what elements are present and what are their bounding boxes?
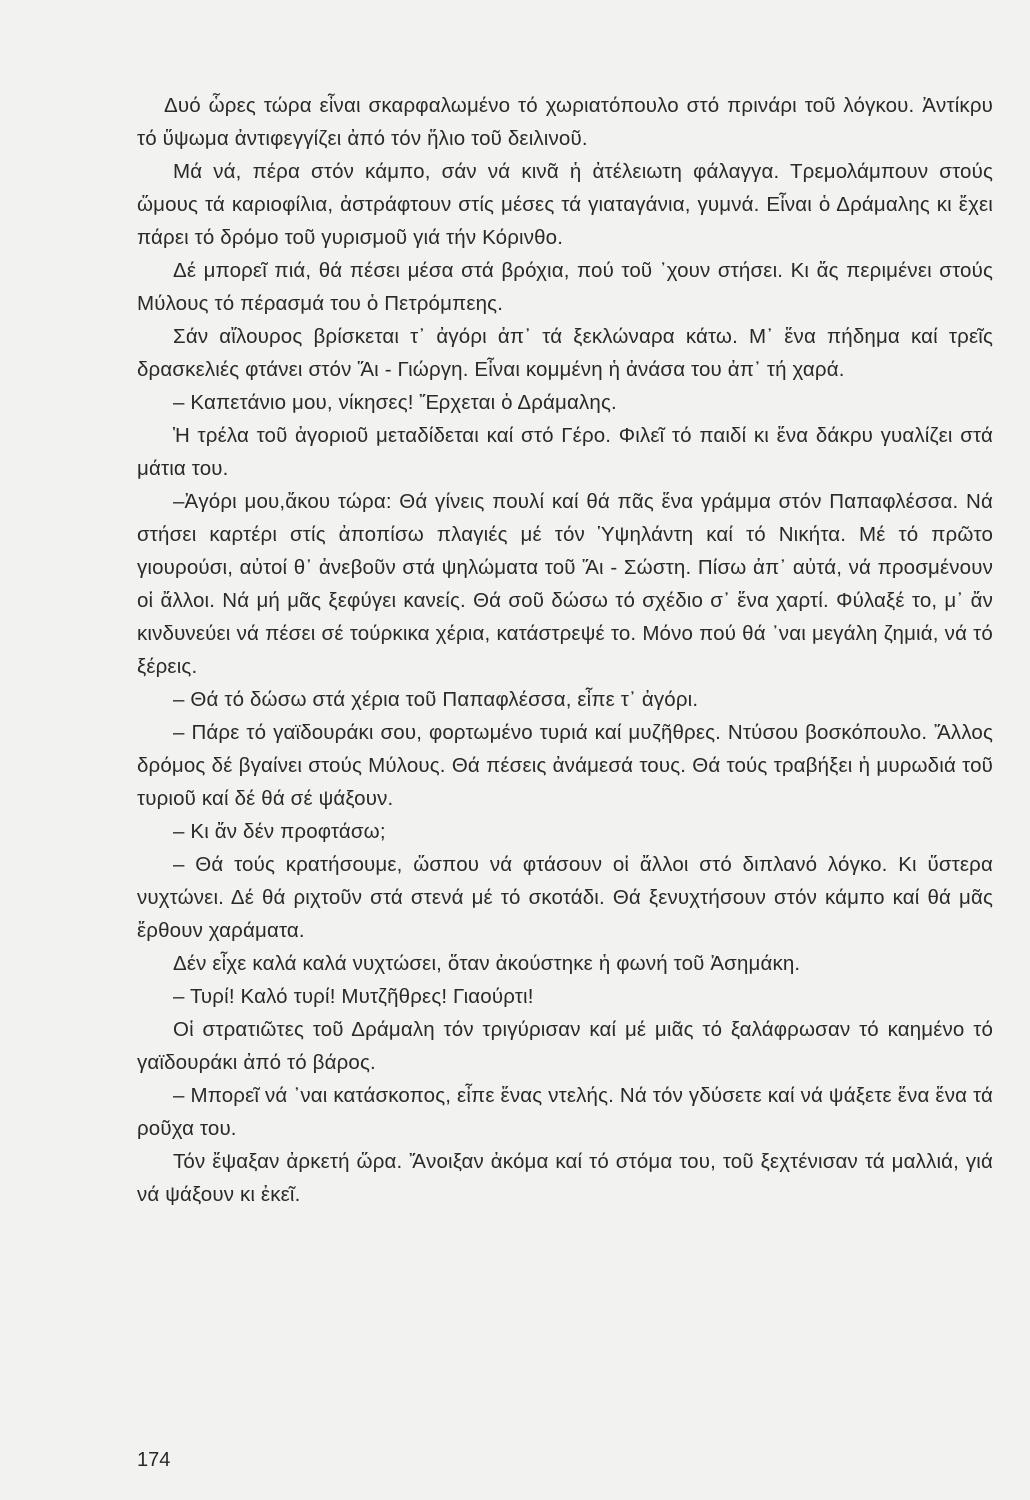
paragraph-7: –Ἀγόρι μου,ἄκου τώρα: Θά γίνεις πουλί καί θά πᾶς ἕνα γράμμα στόν Παπαφλέσσα. Νά στήσει καρτέρι στίς ἀποπίσω πλαγιές μέ τόν Ὑψηλάντη καί τό Νικήτα. Μέ τό πρῶτο γιουρούσι, αὐτοί θ᾽ ἀνεβοῦν στά ψηλώματα τοῦ Ἅι - Σώστη. Πίσω ἀπ᾽ αὐτά, νά προσμένουν οἱ ἄλλοι. Νά μή μᾶς ξεφύγει κανείς. Θά σοῦ δώσω τό σχέδιο σ᾽ ἕνα χαρτί. Φύλαξέ το, μ᾽ ἄν κινδυνεύει νά πέσει σέ τούρκικα χέρια, κατάστρεψέ το. Μόνο πού θά ᾽ναι μεγάλη ζημιά, νά τό ξέρεις.	[137, 490, 993, 678]
paragraph-14: Οἱ στρατιῶτες τοῦ Δράμαλη τόν τριγύρισαν καί μέ μιᾶς τό ξαλάφρωσαν τό καημένο τό γαϊδουράκι ἀπό τό βάρος.	[137, 1018, 993, 1074]
body-text	[137, 89, 993, 1211]
paragraph-9: – Πάρε τό γαϊδουράκι σου, φορτωμένο τυριά καί μυζῆθρες. Ντύσου βοσκόπουλο. Ἄλλος δρόμος δέ βγαίνει στούς Μύλους. Θά πέσεις ἀνάμεσά τους. Θά τούς τραβήξει ἡ μυρωδιά τοῦ τυριοῦ καί δέ θά σέ ψάξουν.	[137, 721, 993, 810]
paragraph-11: – Θά τούς κρατήσουμε, ὥσπου νά φτάσουν οἱ ἄλλοι στό διπλανό λόγκο. Κι ὕστερα νυχτώνει. Δέ θά ριχτοῦν στά στενά μέ τό σκοτάδι. Θά ξενυχτήσουν στόν κάμπο καί θά μᾶς ἔρθουν χαράματα.	[137, 853, 993, 942]
page-number: 174	[137, 1449, 171, 1471]
paragraph-12: Δέν εἶχε καλά καλά νυχτώσει, ὅταν ἀκούστηκε ἡ φωνή τοῦ Ἀσημάκη.	[173, 952, 801, 975]
paragraph-2: Μά νά, πέρα στόν κάμπο, σάν νά κινᾶ ἡ ἀτέλειωτη φάλαγγα. Τρεμολάμπουν στούς ὥμους τά καριοφίλια, ἀστράφτουν στίς μέσες τά γιαταγάνια, γυμνά. Εἶναι ὁ Δράμαλης κι ἔχει πάρει τό δρόμο τοῦ γυρισμοῦ γιά τήν Κόρινθο.	[137, 160, 993, 249]
paragraph-13: – Τυρί! Καλό τυρί! Μυτζῆθρες! Γιαούρτι!	[173, 985, 534, 1008]
paragraph-1: Δυό ὧρες τώρα εἶναι σκαρφαλωμένο τό χωριατόπουλο στό πρινάρι τοῦ λόγκου. Ἀντίκρυ τό ὕψωμα ἀντιφεγγίζει ἀπό τόν ἥλιο τοῦ δειλινοῦ.	[137, 94, 993, 150]
paragraph-15: – Μπορεῖ νά ᾽ναι κατάσκοπος, εἶπε ἕνας ντελής. Νά τόν γδύσετε καί νά ψάξετε ἕνα ἕνα τά ροῦχα του.	[137, 1084, 993, 1140]
paragraph-3: Δέ μπορεῖ πιά, θά πέσει μέσα στά βρόχια, πού τοῦ ᾽χουν στήσει. Κι ἄς περιμένει στούς Μύλους τό πέρασμά του ὁ Πετρόμπεης.	[137, 259, 993, 315]
paragraph-8: – Θά τό δώσω στά χέρια τοῦ Παπαφλέσσα, εἶπε τ᾽ ἀγόρι.	[173, 688, 699, 711]
paragraph-10: – Κι ἄν δέν προφτάσω;	[173, 820, 386, 843]
paragraph-4: Σάν αἴλουρος βρίσκεται τ᾽ ἀγόρι ἀπ᾽ τά ξεκλώναρα κάτω. Μ᾽ ἕνα πήδημα καί τρεῖς δρασκελιές φτάνει στόν Ἅι - Γιώργη. Εἶναι κομμένη ἡ ἀνάσα του ἀπ᾽ τή χαρά.	[137, 325, 993, 381]
paragraph-6: Ἡ τρέλα τοῦ ἀγοριοῦ μεταδίδεται καί στό Γέρο. Φιλεῖ τό παιδί κι ἕνα δάκρυ γυαλίζει στά μάτια του.	[137, 424, 993, 480]
paragraph-5: – Καπετάνιο μου, νίκησες! Ἔρχεται ὁ Δράμαλης.	[173, 391, 617, 414]
paragraph-16: Τόν ἔψαξαν ἀρκετή ὥρα. Ἄνοιξαν ἀκόμα καί τό στόμα του, τοῦ ξεχτένισαν τά μαλλιά, γιά νά ψάξουν κι ἐκεῖ.	[137, 1150, 993, 1206]
